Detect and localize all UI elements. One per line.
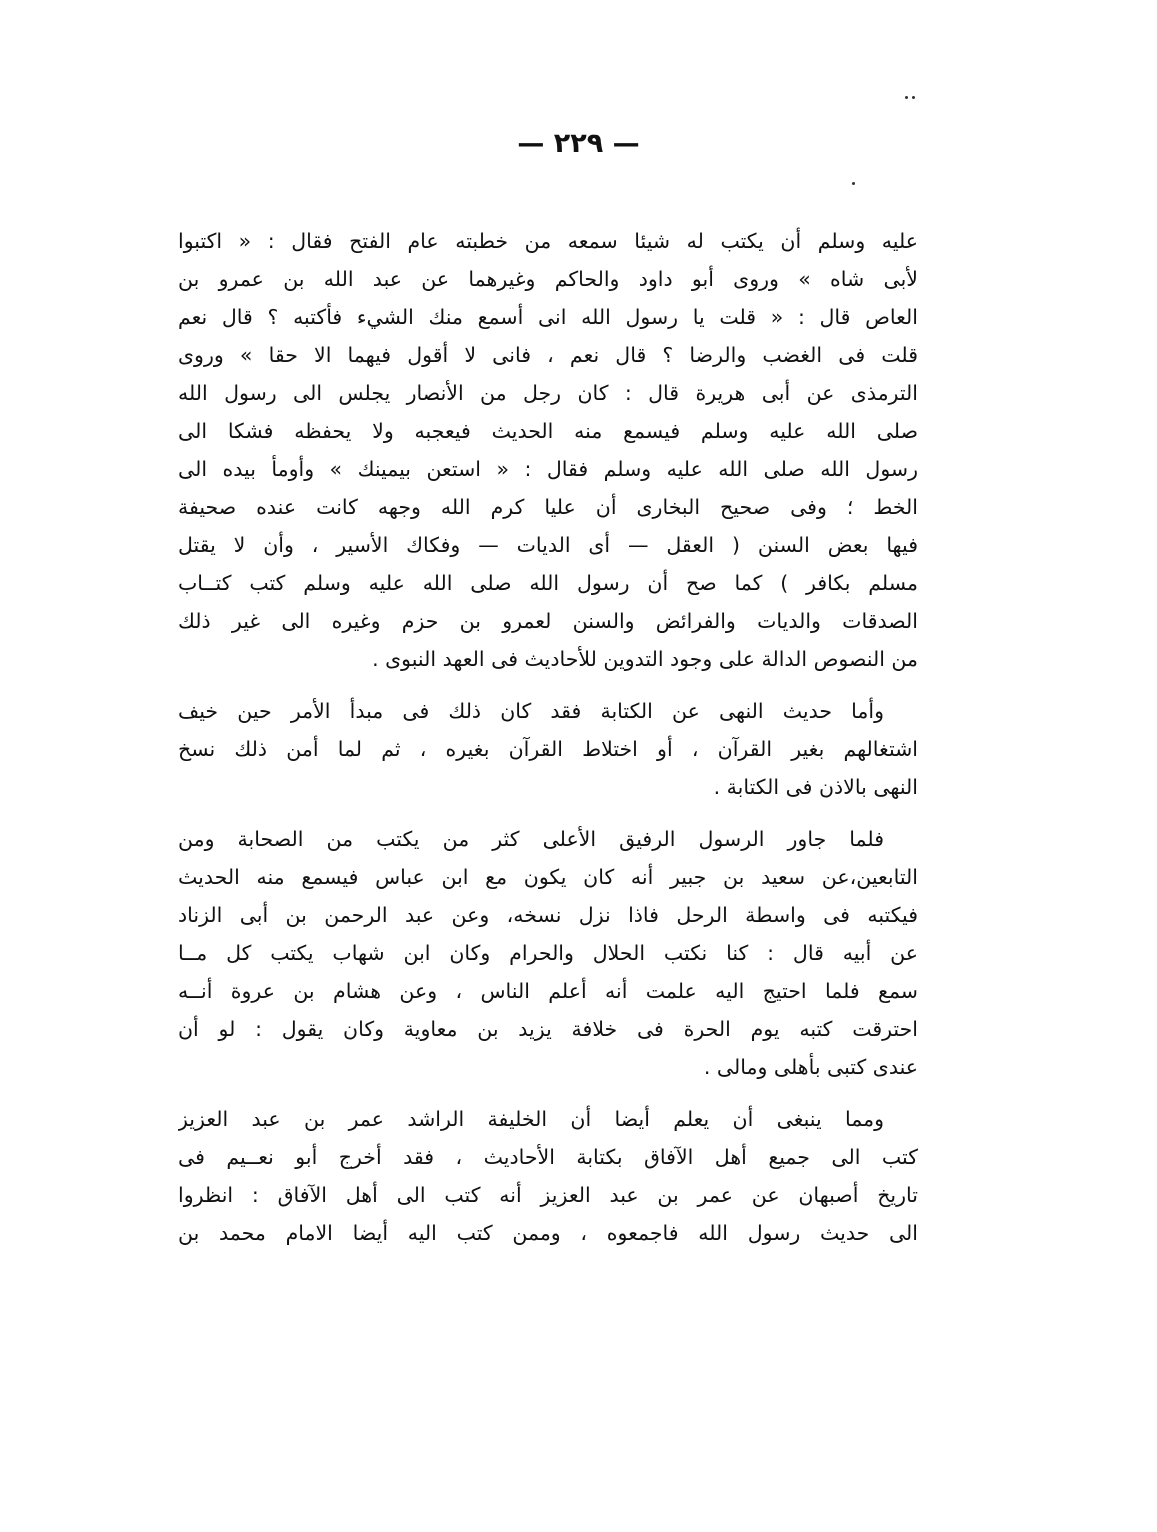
text-line: النهى بالاذن فى الكتابة . [713,775,918,799]
text-line: احترقت كتبه يوم الحرة فى خلافة يزيد بن معاوية وكان يقول : لو أن [178,1017,918,1041]
scan-speck [905,96,908,99]
text-line: قلت فى الغضب والرضا ؟ قال نعم ، فانى لا أقول فيهما الا حقا » وروى [178,343,918,367]
text-line: العاص قال : « قلت يا رسول الله انى أسمع منك الشيء فأكتبه ؟ قال نعم [178,305,918,329]
body-text [178,222,918,1252]
text-line: لأبى شاه » وروى أبو داود والحاكم وغيرهما عن عبد الله بن عمرو بن [178,267,918,291]
text-line: عن أبيه قال : كنا نكتب الحلال والحرام وكان ابن شهاب يكتب كل مــا [178,941,918,965]
text-line: فيكتبه فى واسطة الرحل فاذا نزل نسخه، وعن عبد الرحمن بن أبى الزناد [178,903,918,927]
text-line: من النصوص الدالة على وجود التدوين للأحاديث فى العهد النبوى . [372,647,918,671]
text-line: عليه وسلم أن يكتب له شيئا سمعه من خطبته عام الفتح فقال : « اكتبوا [178,229,918,253]
scan-speck [852,182,855,185]
text-line: الى حديث رسول الله فاجمعوه ، وممن كتب اليه أيضا الامام محمد بن [178,1221,918,1245]
text-line: الخط ؛ وفى صحيح البخارى أن عليا كرم الله وجهه كانت عنده صحيفة [178,495,918,519]
page-number: — ٢٢٩ — [517,128,640,159]
scan-speck [912,96,915,99]
text-line: فيها بعض السنن ( العقل — أى الديات — وفكاك الأسير ، وأن لا يقتل [178,533,918,557]
text-line: التابعين،عن سعيد بن جبير أنه كان يكون مع ابن عباس فيسمع منه الحديث [178,865,918,889]
text-line: تاريخ أصبهان عن عمر بن عبد العزيز أنه كتب الى أهل الآفاق : انظروا [178,1183,918,1207]
paragraph-3 [178,820,918,1086]
paragraph-4 [178,1100,918,1252]
text-line: رسول الله صلى الله عليه وسلم فقال : « استعن بيمينك » وأومأ بيده الى [178,457,918,481]
text-line: مسلم بكافر ) كما صح أن رسول الله صلى الله عليه وسلم كتب كتــاب [178,571,918,595]
paragraph-1 [178,222,918,678]
text-line: اشتغالهم بغير القرآن ، أو اختلاط القرآن بغيره ، ثم لما أمن ذلك نسخ [178,737,918,761]
text-line: الصدقات والديات والفرائض والسنن لعمرو بن حزم وغيره الى غير ذلك [178,609,918,633]
text-line: عندى كتبى بأهلى ومالى . [703,1055,918,1079]
text-line: الترمذى عن أبى هريرة قال : كان رجل من الأنصار يجلس الى رسول الله [178,381,918,405]
text-line: فلما جاور الرسول الرفيق الأعلى كثر من يكتب من الصحابة ومن [178,827,884,851]
text-line: صلى الله عليه وسلم فيسمع منه الحديث فيعجبه ولا يحفظه فشكا الى [178,419,918,443]
text-line: ومما ينبغى أن يعلم أيضا أن الخليفة الراشد عمر بن عبد العزيز [178,1107,884,1131]
text-line: سمع فلما احتيج اليه علمت أنه أعلم الناس ، وعن هشام بن عروة أنــه [178,979,918,1003]
paragraph-2 [178,692,918,806]
text-line: وأما حديث النهى عن الكتابة فقد كان ذلك فى مبدأ الأمر حين خيف [178,699,884,723]
text-line: كتب الى جميع أهل الآفاق بكتابة الأحاديث ، فقد أخرج أبو نعــيم فى [178,1145,918,1169]
